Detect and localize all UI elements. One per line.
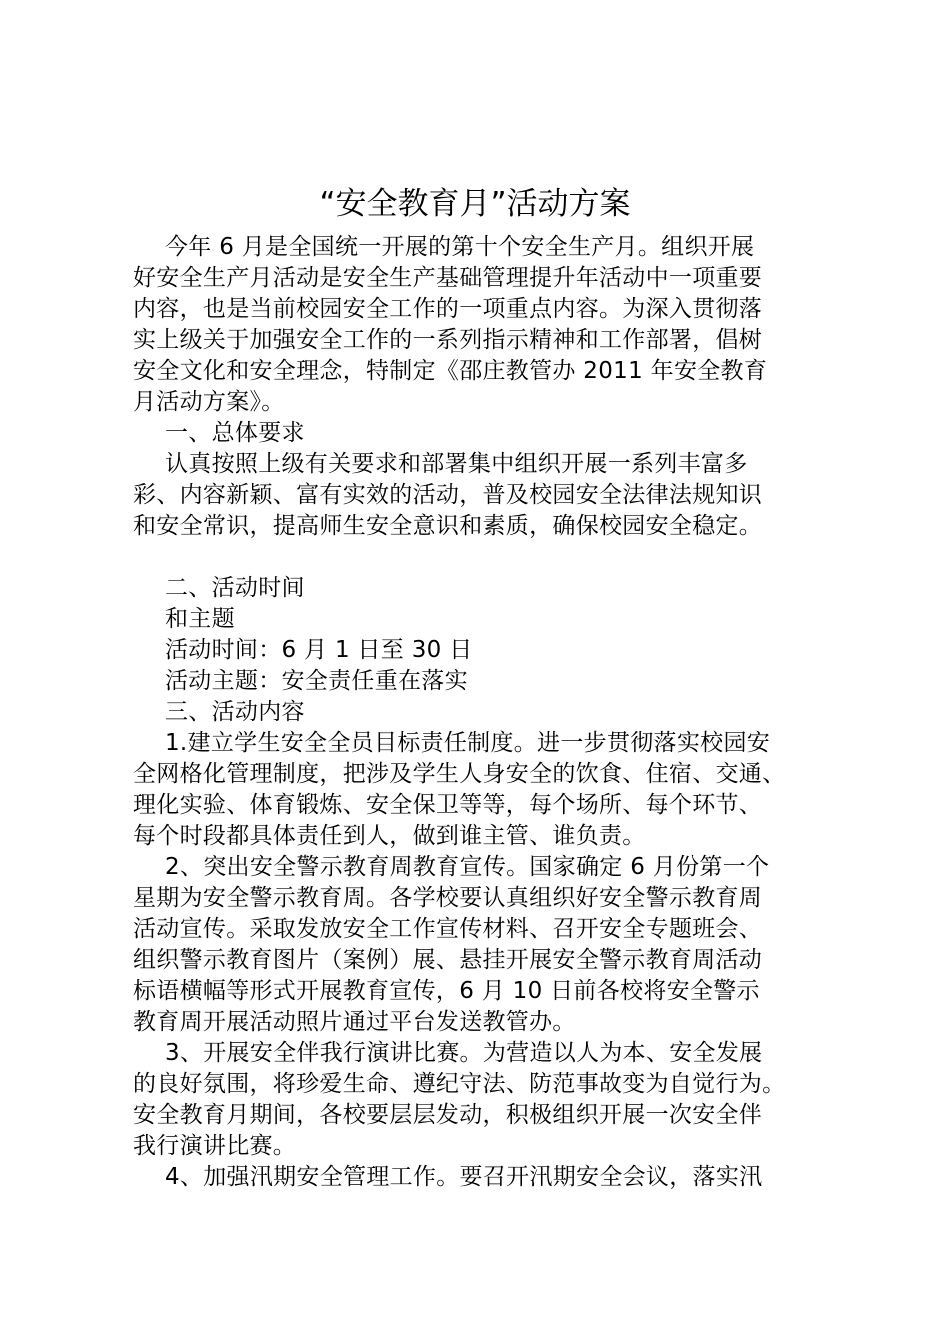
document-title: “安全教育月”活动方案 — [319, 186, 631, 222]
section-heading-general-requirements: 一、总体要求 — [165, 420, 305, 446]
paragraph-line: 安全文化和安全理念，特制定《邵庄教管办 2011 年安全教育 — [133, 358, 768, 384]
paragraph-line: 全网格化管理制度，把涉及学生人身安全的饮食、住宿、交通、 — [133, 761, 786, 787]
section-heading-continuation: 和主题 — [165, 606, 235, 632]
document-body — [133, 232, 843, 1193]
paragraph-line: 标语横幅等形式开展教育宣传，6 月 10 日前各校将安全警示 — [133, 978, 760, 1004]
activity-theme-line: 活动主题：安全责任重在落实 — [165, 668, 468, 694]
paragraph-line: 2、突出安全警示教育周教育宣传。国家确定 6 月份第一个 — [165, 854, 770, 880]
paragraph-line: 我行演讲比赛。 — [133, 1133, 297, 1159]
paragraph-line: 月活动方案》。 — [133, 389, 285, 415]
paragraph-line: 1.建立学生安全全员目标责任制度。进一步贯彻落实校园安 — [165, 730, 771, 756]
paragraph-line: 彩、内容新颖、富有实效的活动，普及校园安全法律法规知识 — [133, 482, 763, 508]
paragraph-line: 好安全生产月活动是安全生产基础管理提升年活动中一项重要 — [133, 265, 763, 291]
blank-line — [133, 542, 843, 573]
paragraph-line: 理化实验、体育锻炼、安全保卫等等，每个场所、每个环节、 — [133, 792, 763, 818]
paragraph-line: 今年 6 月是全国统一开展的第十个安全生产月。组织开展 — [165, 234, 755, 260]
paragraph-line: 4、加强汛期安全管理工作。要召开汛期安全会议，落实汛 — [165, 1164, 763, 1190]
paragraph-line: 实上级关于加强安全工作的一系列指示精神和工作部署，倡树 — [133, 327, 763, 353]
paragraph-line: 的良好氛围，将珍爱生命、遵纪守法、防范事故变为自觉行为。 — [133, 1071, 786, 1097]
paragraph-line: 认真按照上级有关要求和部署集中组织开展一系列丰富多 — [165, 451, 748, 477]
section-heading-activity-time: 二、活动时间 — [165, 575, 305, 601]
paragraph-line: 安全教育月期间，各校要层层发动，积极组织开展一次安全伴 — [133, 1102, 763, 1128]
paragraph-line: 组织警示教育图片（案例）展、悬挂开展安全警示教育周活动 — [133, 947, 763, 973]
paragraph-line: 星期为安全警示教育周。各学校要认真组织好安全警示教育周 — [133, 885, 763, 911]
paragraph-line: 教育周开展活动照片通过平台发送教管办。 — [133, 1009, 576, 1035]
paragraph-line: 内容，也是当前校园安全工作的一项重点内容。为深入贯彻落 — [133, 296, 763, 322]
paragraph-line: 和安全常识，提高师生安全意识和素质，确保校园安全稳定。 — [133, 513, 763, 539]
section-heading-activity-content: 三、活动内容 — [165, 699, 305, 725]
activity-time-line: 活动时间：6 月 1 日至 30 日 — [165, 637, 473, 663]
paragraph-line: 每个时段都具体责任到人，做到谁主管、谁负责。 — [133, 823, 646, 849]
paragraph-line: 活动宣传。采取发放安全工作宣传材料、召开安全专题班会、 — [133, 916, 763, 942]
paragraph-line: 3、开展安全伴我行演讲比赛。为营造以人为本、安全发展 — [165, 1040, 763, 1066]
